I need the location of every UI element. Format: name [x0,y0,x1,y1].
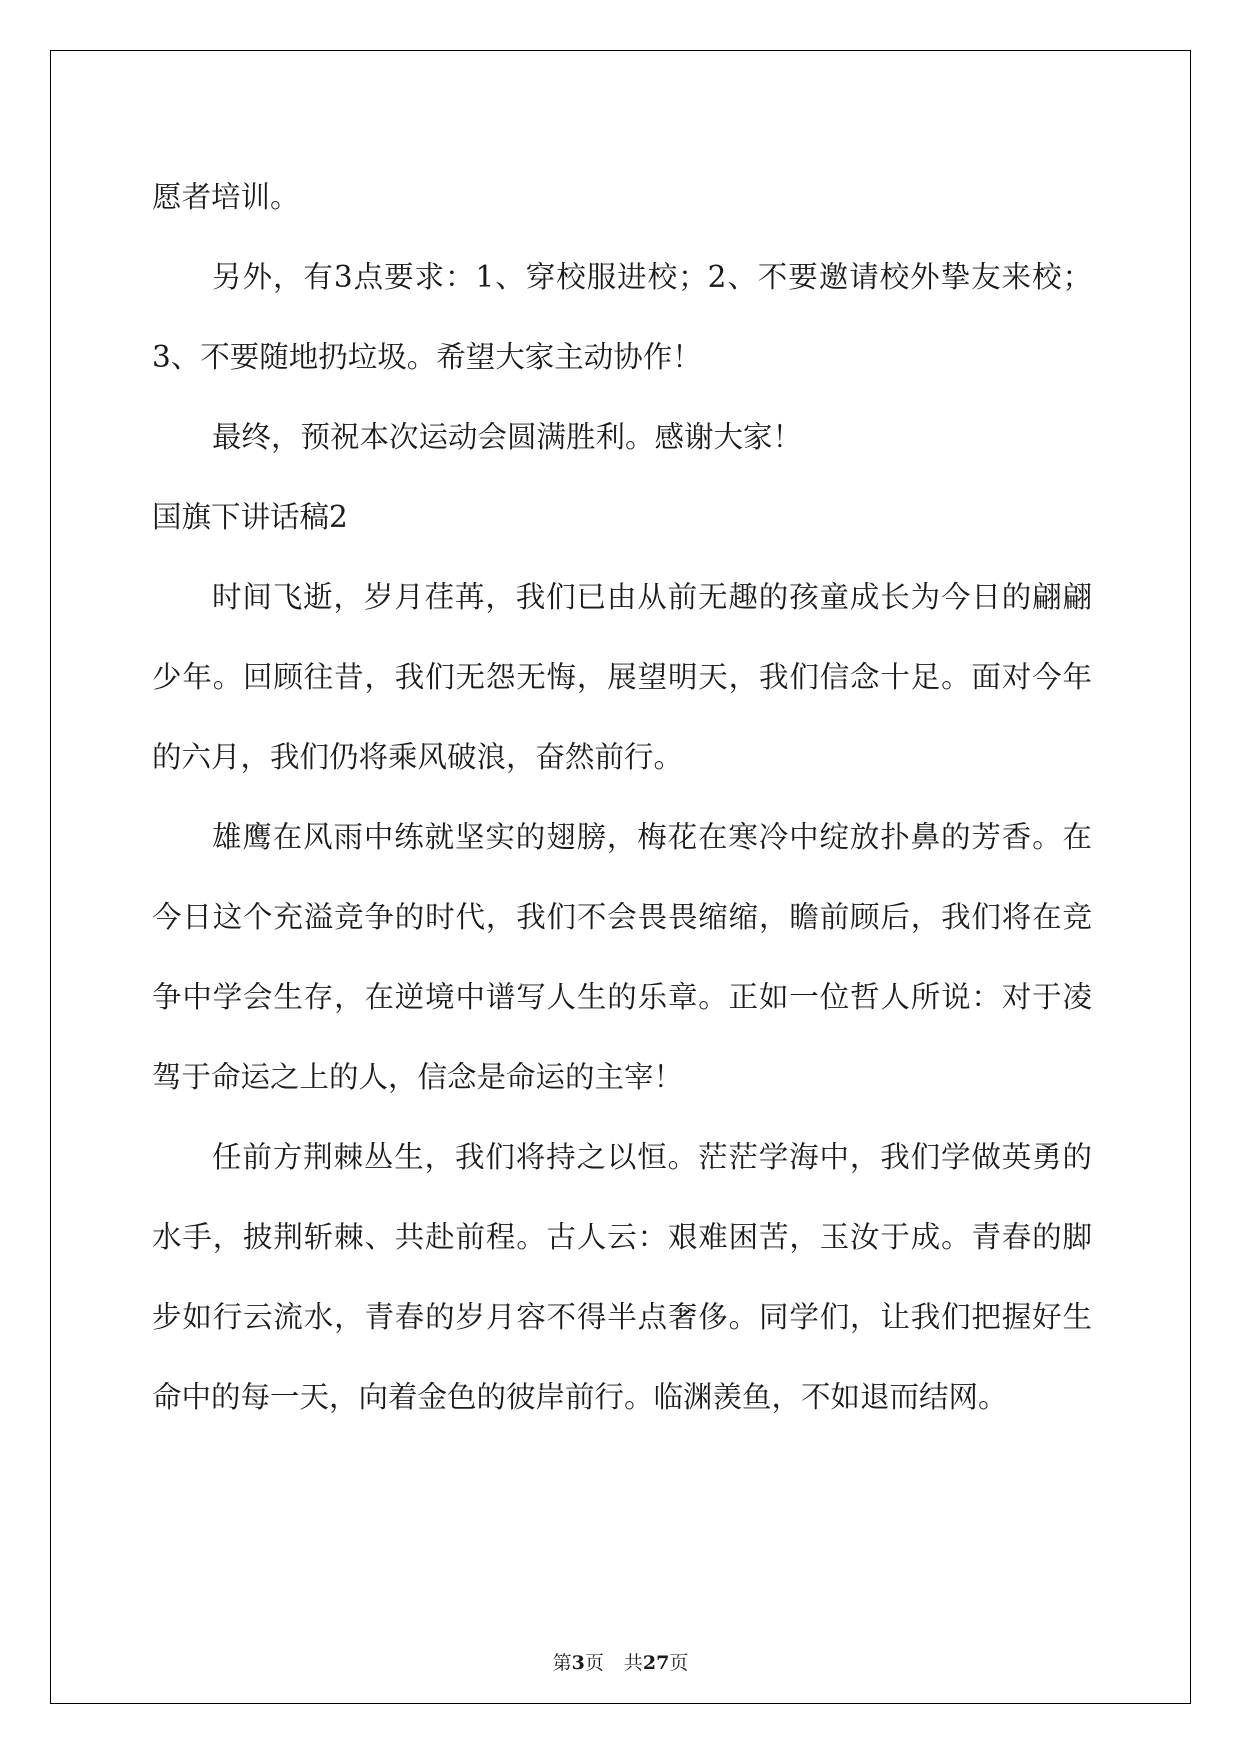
paragraph-time: 时间飞逝，岁月荏苒，我们已由从前无趣的孩童成长为今日的翩翩少年。回顾往昔，我们无怨无悔，展望明天，我们信念十足。面对今年的六月，我们仍将乘风破浪，奋然前行。 [152,580,1092,774]
paragraph-requirements: 另外，有3点要求：1、穿校服进校；2、不要邀请校外挚友来校；3、不要随地扔垃圾。希望大家主动协作！ [152,260,1092,374]
total-suffix: 页 [669,1652,689,1674]
page-number: 3 [571,1652,585,1674]
total-pages: 27 [642,1652,670,1674]
paragraph-eagle: 雄鹰在风雨中练就坚实的翅膀，梅花在寒冷中绽放扑鼻的芳香。在今日这个充溢竞争的时代，我们不会畏畏缩缩，瞻前顾后，我们将在竞争中学会生存，在逆境中谱写人生的乐章。正如一位哲人所说：对于凌驾于命运之上的人，信念是命运的主宰！ [152,820,1092,1094]
page-footer [0,1651,1241,1675]
paragraph-continuation: 愿者培训。 [152,180,300,214]
document-body [152,157,1092,1437]
section-heading: 国旗下讲话稿2 [152,500,348,534]
total-prefix: 共 [623,1652,643,1674]
paragraph-closing: 最终，预祝本次运动会圆满胜利。感谢大家！ [212,420,803,454]
page-prefix: 第 [552,1652,572,1674]
paragraph-thorns: 任前方荆棘丛生，我们将持之以恒。茫茫学海中，我们学做英勇的水手，披荆斩棘、共赴前程。古人云：艰难困苦，玉汝于成。青春的脚步如行云流水，青春的岁月容不得半点奢侈。同学们，让我们把握好生命中的每一天，向着金色的彼岸前行。临渊羡鱼，不如退而结网。 [152,1140,1092,1414]
page-suffix: 页 [584,1652,604,1674]
